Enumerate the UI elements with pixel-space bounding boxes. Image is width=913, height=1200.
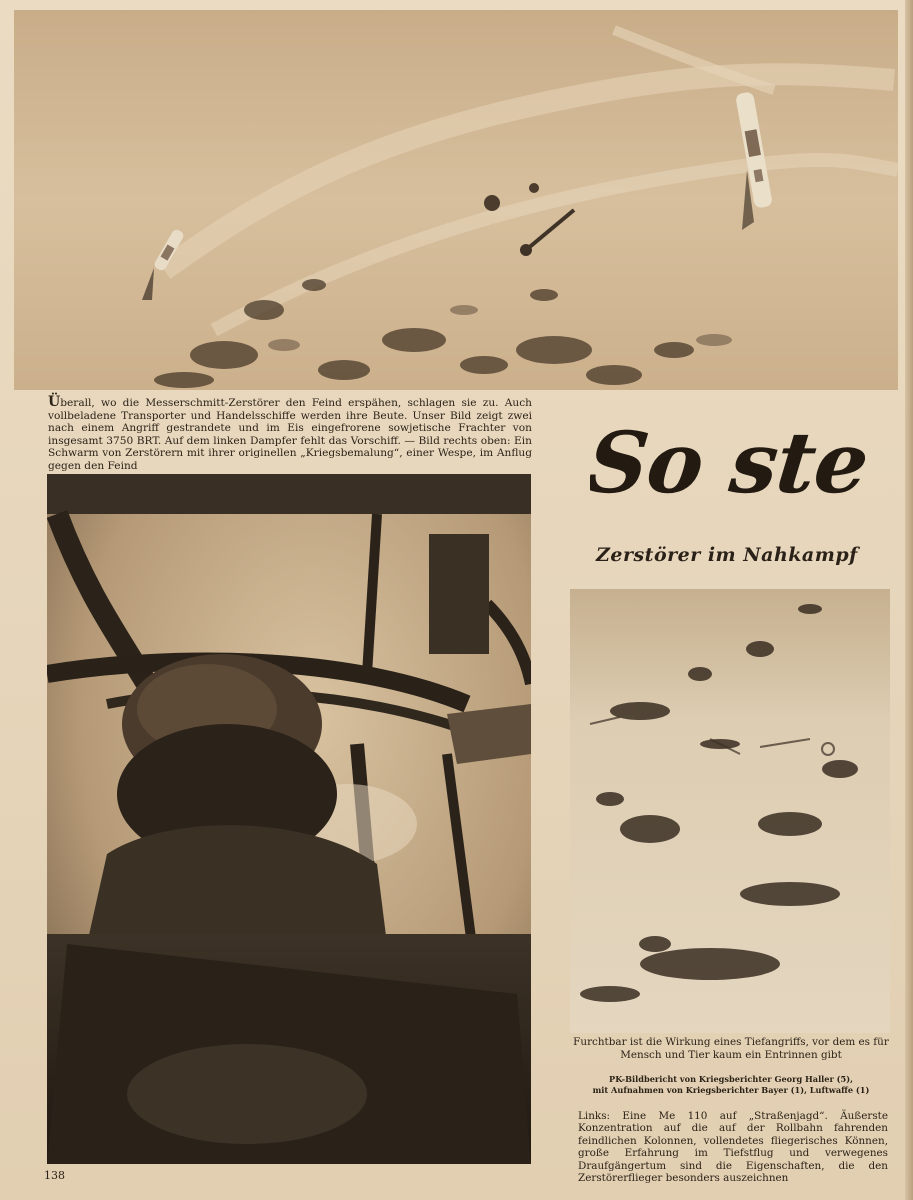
cockpit-caption: Links: Eine Me 110 auf „Straßenjagd“. Äußerste Konzentration auf die auf der Rollbahn fahrenden feindlichen Kolonnen, vollendetes fliegerisches Können, große Erfahrung im Tiefstflug und verwegenes Draufgängertum sind die Eigenschaften, die den Zerstörerflieger besonders auszeichnen	[578, 1110, 888, 1185]
credits-line-1: PK-Bildbericht von Kriegsberichter Georg Haller (5),	[609, 1074, 853, 1084]
subheadline: Zerstörer im Nahkampf	[596, 544, 858, 566]
top-photo-caption	[48, 396, 532, 473]
drop-letter: Ü	[48, 394, 61, 410]
photo-cockpit	[47, 474, 531, 1164]
photo-credits	[572, 1074, 890, 1096]
snowfield-caption: Furchtbar ist die Wirkung eines Tiefangriffs, vor dem es für Mensch und Tier kaum ein Entrinnen gibt	[573, 1036, 889, 1061]
top-caption-text: berall, wo die Messerschmitt-Zerstörer den Feind erspähen, schlagen sie zu. Auch vollbeladene Transporter und Handelsschiffe werden ihre Beute. Unser Bild zeigt zwei nach einem Angriff gestrandete und im Eis eingefrorene sowjetische Frachter von insgesamt 3750 BRT. Auf dem linken Dampfer fehlt das Vorschiff. — Bild rechts oben: Ein Schwarm von Zerstörern mit ihrer originellen „Kriegsbemalung“, einer Wespe, im Anflug gegen den Feind	[48, 397, 532, 472]
headline	[590, 404, 906, 524]
headline-text: So ste	[590, 413, 873, 512]
page-number: 138	[44, 1169, 65, 1182]
page-edge	[905, 0, 913, 1200]
photo-snowfield	[570, 589, 890, 1033]
photo-frozen-ships	[14, 10, 898, 390]
credits-line-2: mit Aufnahmen von Kriegsberichter Bayer (1), Luftwaffe (1)	[592, 1085, 870, 1095]
